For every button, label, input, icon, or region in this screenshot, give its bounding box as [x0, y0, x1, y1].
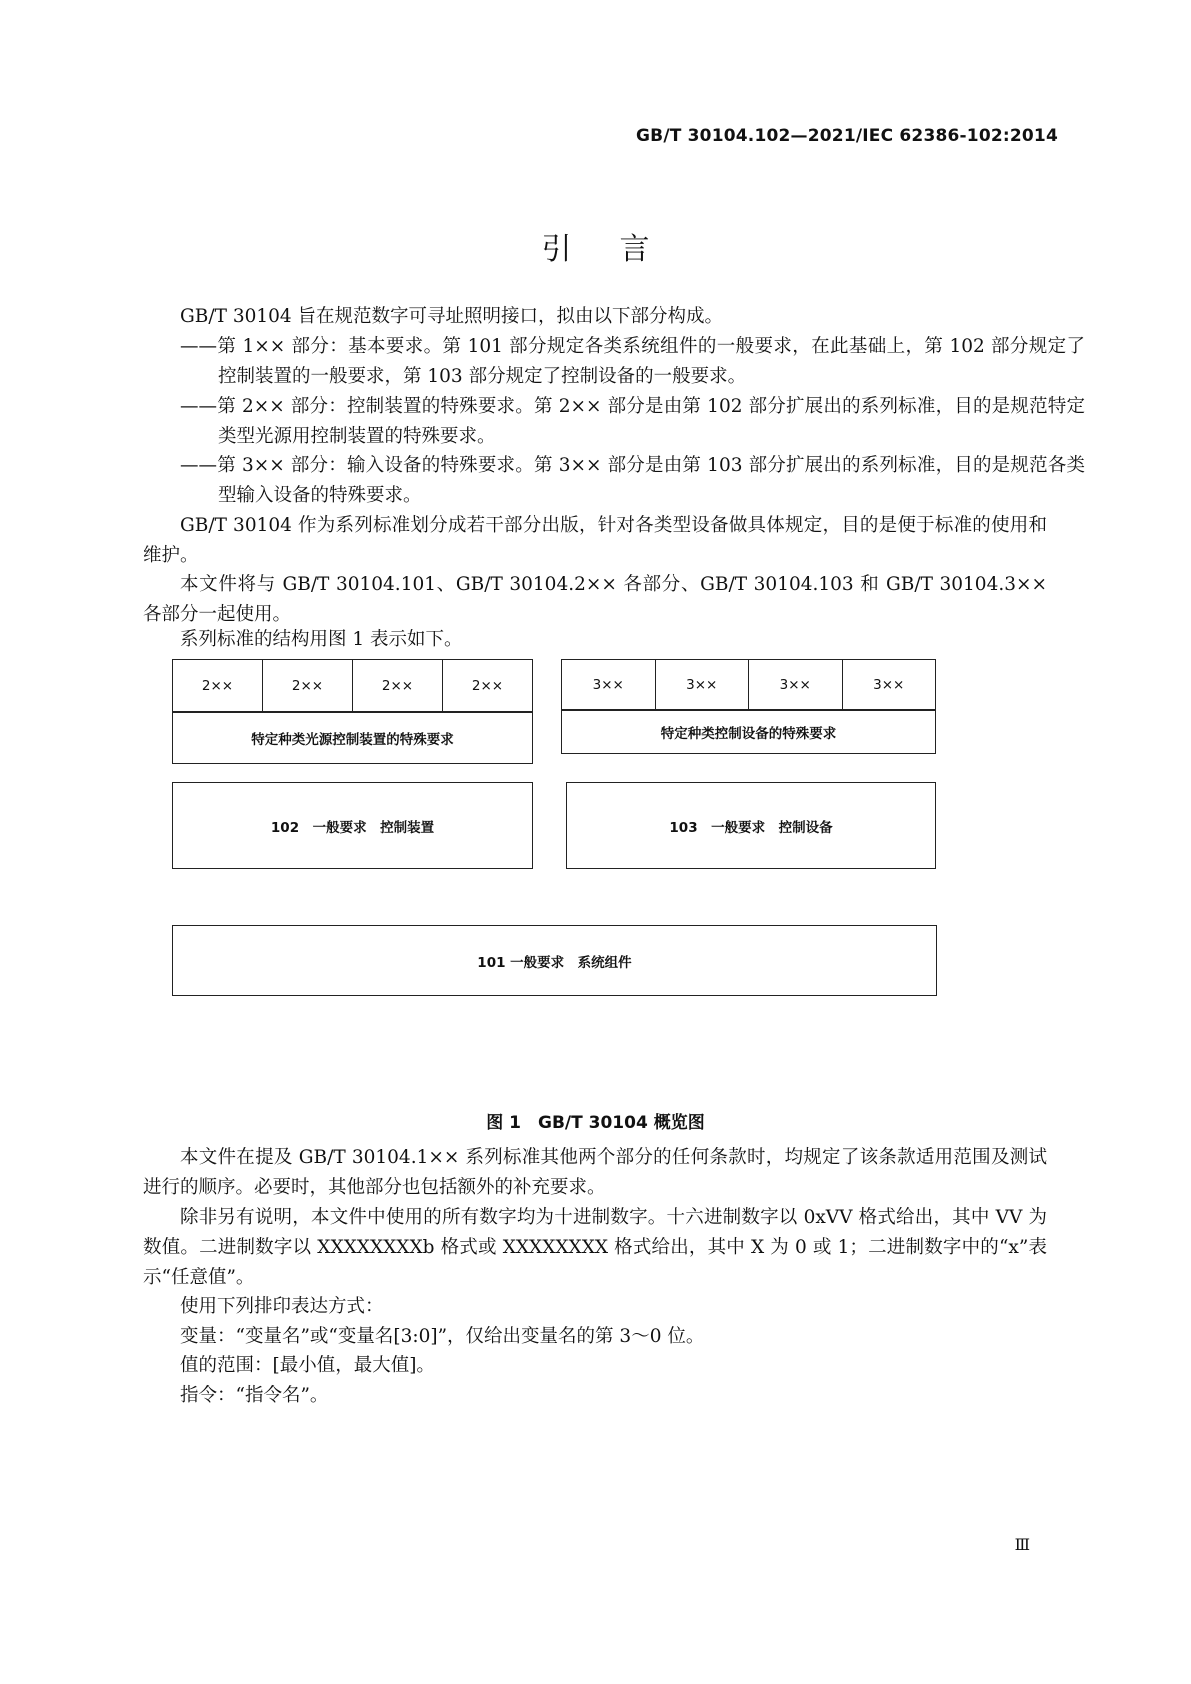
cell-2xx: 2×× [263, 660, 353, 712]
cell-2xx: 2×× [173, 660, 263, 712]
right-special-requirements-box [561, 709, 936, 754]
paragraph-value-range: 值的范围：[最小值，最大值]。 [180, 1355, 435, 1376]
page-title: 引言 [541, 232, 698, 267]
paragraph-command: 指令：“指令名”。 [180, 1385, 329, 1406]
box-101-system-components [172, 925, 937, 996]
paragraph-usage: 本文件将与 GB/T 30104.101、GB/T 30104.2×× 各部分、GB/T 30104.103 和 GB/T 30104.3×× 各部分一起使用。 [143, 574, 1047, 625]
paragraph-clause-scope: 本文件在提及 GB/T 30104.1×× 系列标准其他两个部分的任何条款时，均规定了该条款适用范围及测试进行的顺序。必要时，其他部分也包括额外的补充要求。 [143, 1147, 1047, 1198]
box-102-control-gear [172, 782, 533, 869]
box-101-label: 101 一般要求 系统组件 [477, 954, 632, 971]
standard-code-header: GB/T 30104.102—2021/IEC 62386-102:2014 [636, 126, 1058, 146]
left-2xx-row [172, 659, 533, 713]
paragraph-intro: GB/T 30104 旨在规范数字可寻址照明接口，拟由以下部分构成。 [180, 306, 724, 327]
left-special-requirements-box [172, 711, 533, 764]
right-3xx-row [561, 659, 936, 711]
figure-caption: 图 1 GB/T 30104 概览图 [486, 1113, 705, 1133]
cell-3xx: 3×× [562, 660, 656, 710]
paragraph-figure-intro: 系列标准的结构用图 1 表示如下。 [180, 629, 463, 650]
box-103-control-devices [566, 782, 936, 869]
cell-2xx: 2×× [353, 660, 443, 712]
box-103-label: 103 一般要求 控制设备 [669, 819, 833, 836]
right-special-requirements-label: 特定种类控制设备的特殊要求 [660, 725, 837, 742]
paragraph-typography: 使用下列排印表达方式： [180, 1296, 384, 1317]
paragraph-series: GB/T 30104 作为系列标准划分成若干部分出版，针对各类型设备做具体规定，目的是便于标准的使用和维护。 [143, 515, 1047, 566]
cell-3xx: 3×× [656, 660, 750, 710]
cell-3xx: 3×× [873, 677, 905, 693]
list-item-part-1xx: ——第 1×× 部分：基本要求。第 101 部分规定各类系统组件的一般要求，在此基础上，第 102 部分规定了控制装置的一般要求，第 103 部分规定了控制设备的一般要求。 [180, 336, 1085, 387]
box-102-label: 102 一般要求 控制装置 [270, 819, 435, 836]
paragraph-number-format: 除非另有说明，本文件中使用的所有数字均为十进制数字。十六进制数字以 0xVV 格式给出，其中 VV 为数值。二进制数字以 XXXXXXXXb 格式或 XXXXXXXX 格式给出，其中 X 为 0 或 1；二进制数字中的“x”表示“任意值”。 [143, 1207, 1047, 1288]
list-item-part-3xx: ——第 3×× 部分：输入设备的特殊要求。第 3×× 部分是由第 103 部分扩展出的系列标准，目的是规范各类型输入设备的特殊要求。 [180, 455, 1085, 506]
cell-2xx: 2×× [471, 678, 504, 694]
left-special-requirements-label: 特定种类光源控制装置的特殊要求 [251, 731, 454, 748]
page-number: Ⅲ [1014, 1535, 1030, 1554]
paragraph-variable: 变量：“变量名”或“变量名[3:0]”，仅给出变量名的第 3～0 位。 [180, 1326, 705, 1347]
list-item-part-2xx: ——第 2×× 部分：控制装置的特殊要求。第 2×× 部分是由第 102 部分扩展出的系列标准，目的是规范特定类型光源用控制装置的特殊要求。 [180, 396, 1085, 447]
cell-3xx: 3×× [749, 660, 843, 710]
